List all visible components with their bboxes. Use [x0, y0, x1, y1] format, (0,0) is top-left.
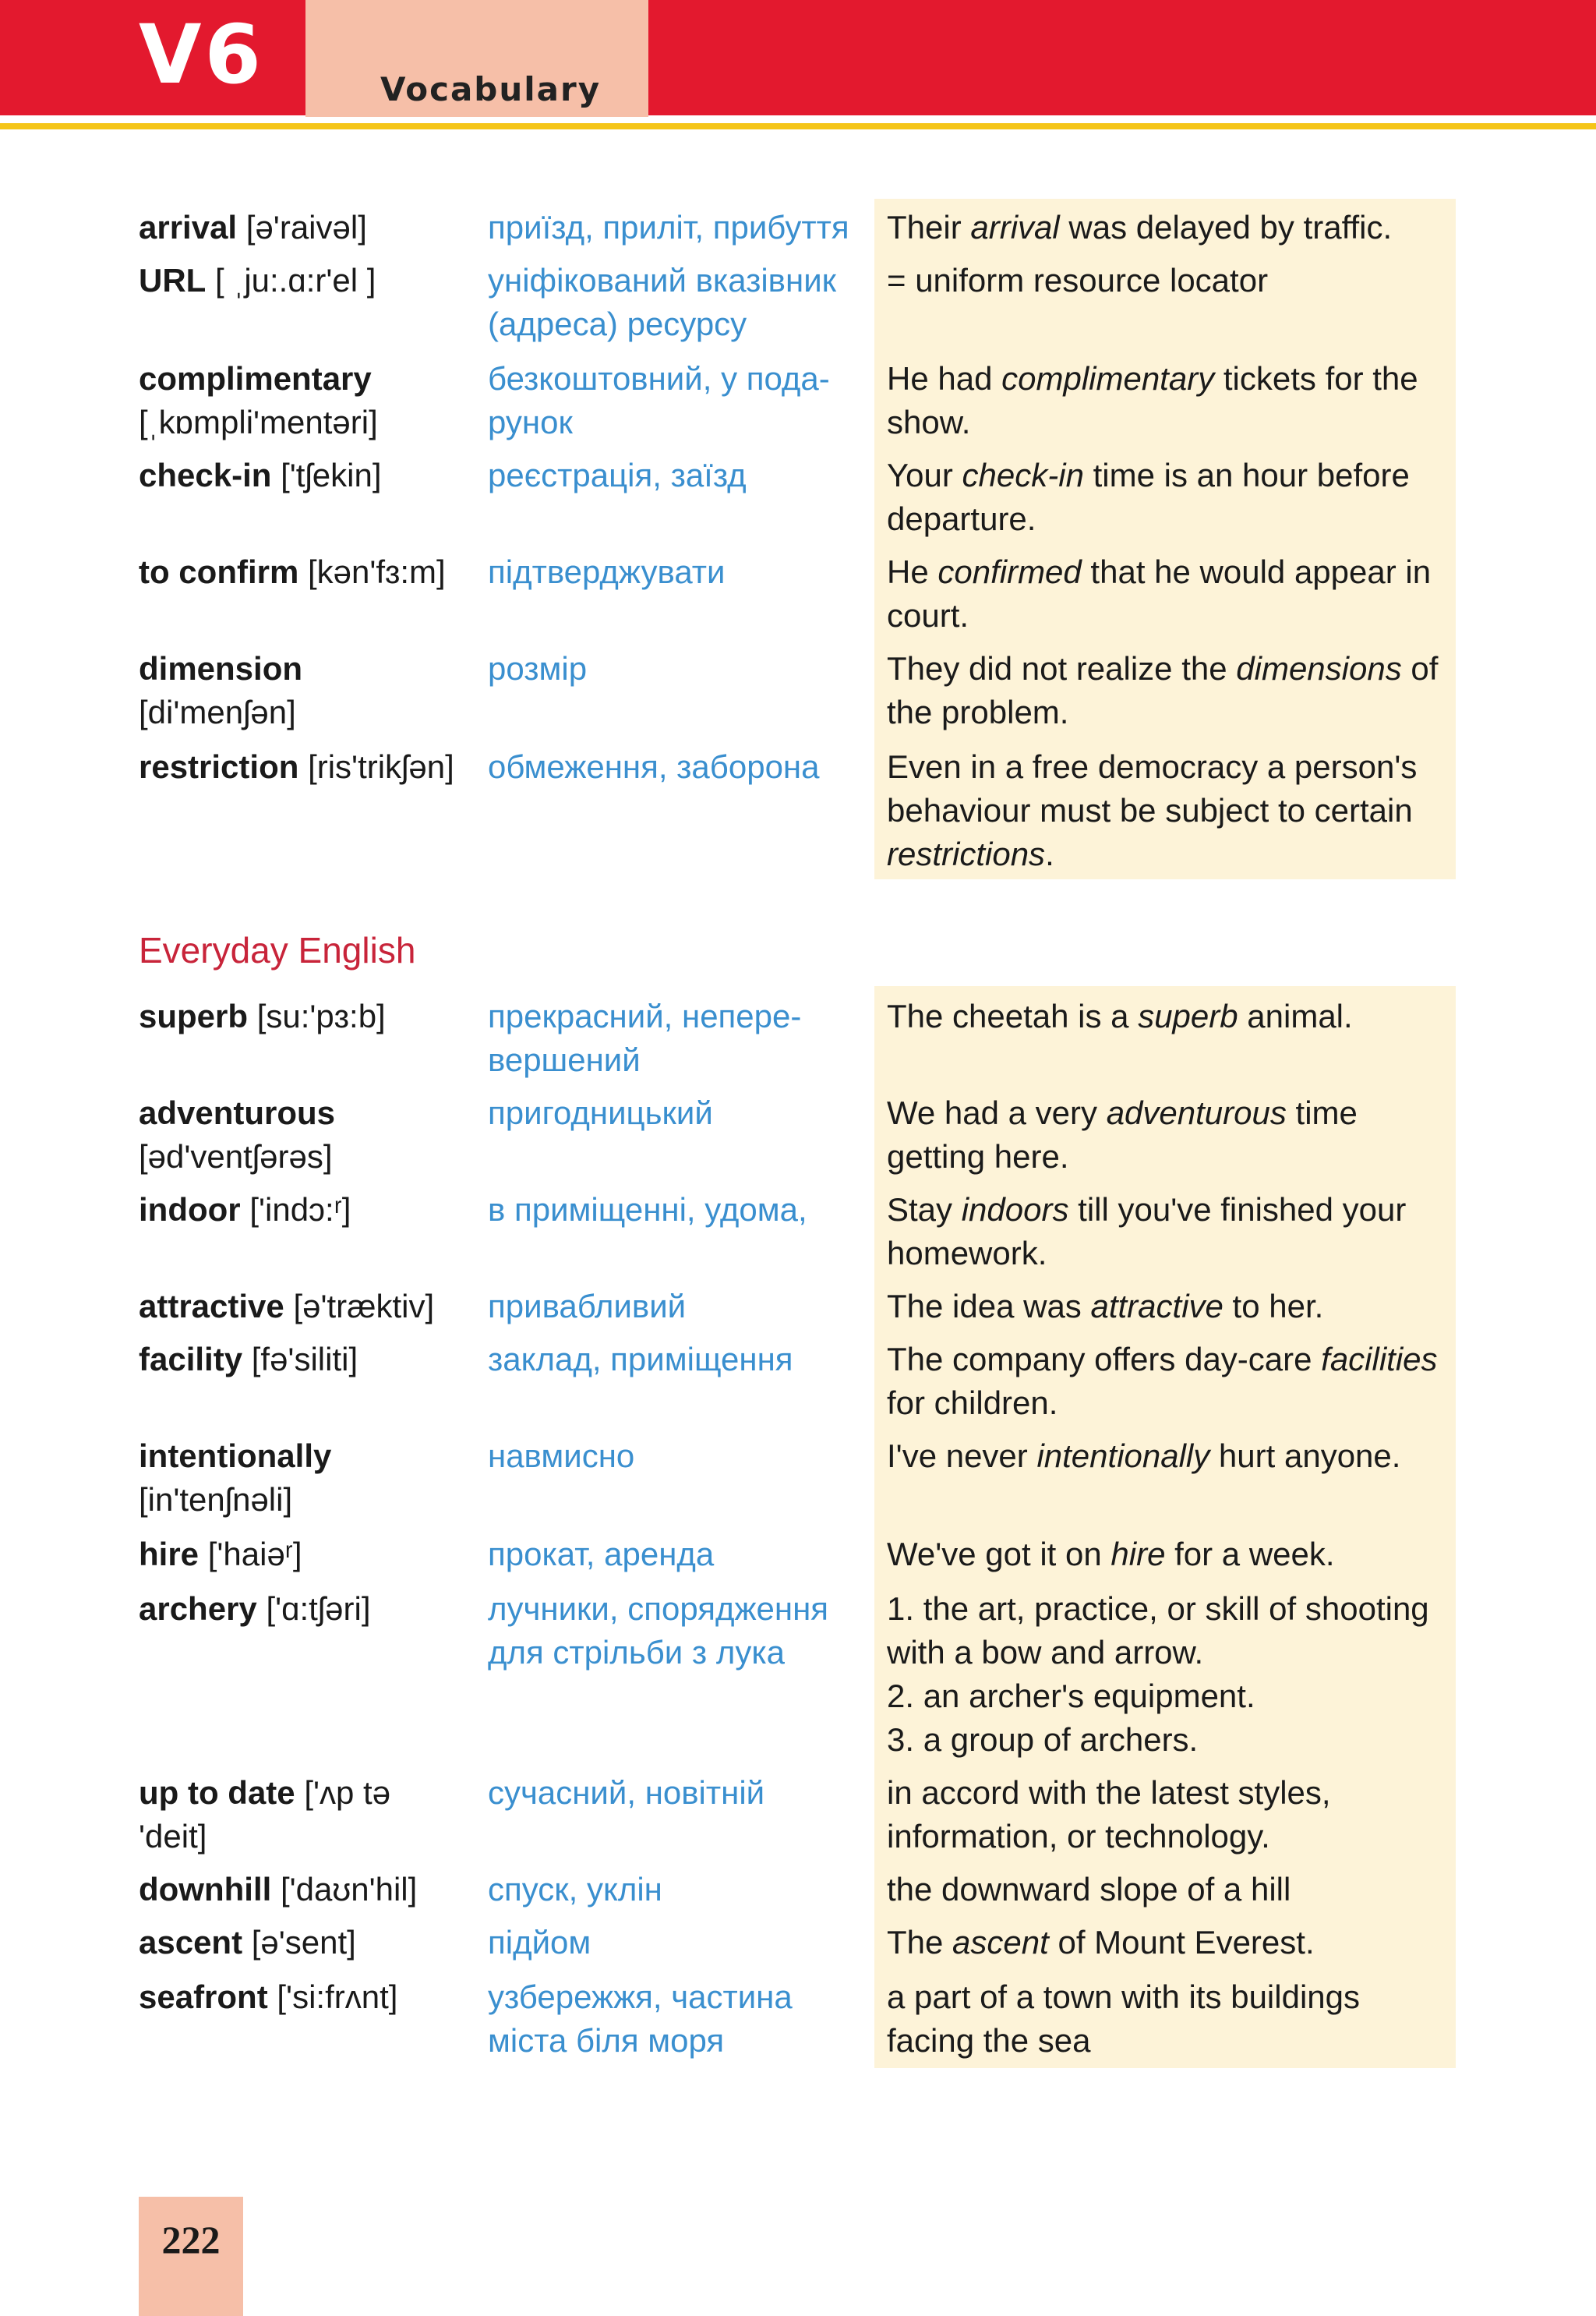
ipa: ['ɑ:tʃəri]	[266, 1590, 371, 1627]
ipa: [kən'fɜ:m]	[308, 553, 446, 590]
translation: обмеження, заборона	[488, 748, 820, 785]
ipa: [ə'raivəl]	[245, 209, 367, 246]
word: URL	[139, 262, 207, 299]
example: 1. the art, practice, or skill of shooting with a bow and arrow. 2. an archer's equipment. 3. a group of archers.	[887, 1590, 1429, 1758]
example: We had a very adventurous time getting here.	[887, 1094, 1358, 1175]
ipa: [su:'pɜ:b]	[256, 998, 386, 1034]
example: = uniform resource locator	[887, 262, 1269, 299]
word: check-in	[139, 457, 272, 493]
page-number-box	[139, 2197, 243, 2316]
example: the downward slope of a hill	[887, 1871, 1291, 1908]
example: Your check-in time is an hour before departure.	[887, 457, 1410, 537]
translation: реєстрація, заїзд	[488, 457, 747, 493]
term	[139, 995, 482, 1038]
example: in accord with the latest styles, information, or technology.	[887, 1774, 1331, 1855]
term	[139, 259, 482, 302]
unit-code: V6	[139, 7, 264, 102]
word: dimension	[139, 650, 303, 687]
word: seafront	[139, 1978, 268, 2015]
ipa: ['si:frʌnt]	[277, 1978, 398, 2015]
term	[139, 206, 482, 249]
translation: спуск, уклін	[488, 1871, 662, 1908]
translation: уніфікований вказівник (адреса) ресурсу	[488, 262, 837, 342]
word: restriction	[139, 748, 299, 785]
translation: узбережжя, частина міста біля моря	[488, 1978, 793, 2059]
ipa: [in'tenʃnəli]	[139, 1481, 293, 1518]
word: to confirm	[139, 553, 299, 590]
example: I've never intentionally hurt anyone.	[887, 1437, 1401, 1474]
translation: сучасний, новітній	[488, 1774, 765, 1811]
word: complimentary	[139, 360, 372, 397]
section-title: Vocabulary	[380, 70, 602, 108]
ipa: ['tʃekin]	[281, 457, 382, 493]
example: a part of a town with its buildings facing the sea	[887, 1978, 1360, 2059]
example: Even in a free democracy a person's behaviour must be subject to certain restrictions.	[887, 748, 1418, 872]
translation: підйом	[488, 1924, 591, 1961]
example: Stay indoors till you've finished your homework.	[887, 1191, 1407, 1271]
ipa: [ə'sent]	[251, 1924, 356, 1961]
term	[139, 1434, 482, 1522]
example: The ascent of Mount Everest.	[887, 1924, 1315, 1961]
translation: приїзд, приліт, прибуття	[488, 209, 849, 246]
translation: пригодницький	[488, 1094, 713, 1131]
word: arrival	[139, 209, 238, 246]
example: Their arrival was delayed by traffic.	[887, 209, 1393, 246]
term	[139, 1921, 482, 1964]
translation: безкоштовний, у пода-рунок	[488, 360, 830, 440]
example: They did not realize the dimensions of the problem.	[887, 650, 1439, 730]
translation: навмисно	[488, 1437, 635, 1474]
ipa: [fə'siliti]	[251, 1341, 358, 1377]
translation: в приміщенні, удома,	[488, 1191, 807, 1228]
ipa: [ ˌju:.ɑ:r'el ]	[215, 262, 376, 299]
example: He confirmed that he would appear in court.	[887, 553, 1432, 634]
ipa: ['haiəʳ]	[207, 1536, 302, 1572]
ipa: [ə'træktiv]	[293, 1288, 435, 1324]
term	[139, 1868, 482, 1911]
example: He had complimentary tickets for the show.	[887, 360, 1418, 440]
term	[139, 550, 482, 594]
word: adventurous	[139, 1094, 336, 1131]
term	[139, 1771, 396, 1858]
word: up to date	[139, 1774, 295, 1811]
translation: прекрасний, непере-вершений	[488, 998, 802, 1078]
word: attractive	[139, 1288, 284, 1324]
word: hire	[139, 1536, 200, 1572]
example: The cheetah is a superb animal.	[887, 998, 1353, 1034]
ipa: [ris'trikʃən]	[308, 748, 454, 785]
term	[139, 1188, 482, 1232]
term	[139, 1975, 482, 2019]
term	[139, 357, 482, 444]
word: ascent	[139, 1924, 243, 1961]
term	[139, 1338, 482, 1381]
word: downhill	[139, 1871, 272, 1908]
word: archery	[139, 1590, 257, 1627]
term	[139, 1285, 482, 1328]
term	[139, 454, 482, 497]
page-number: 222	[161, 2218, 221, 2261]
ipa: ['ʌp tə 'deit]	[139, 1774, 391, 1855]
translation: підтверджувати	[488, 553, 726, 590]
example: We've got it on hire for a week.	[887, 1536, 1335, 1572]
translation: розмір	[488, 650, 588, 687]
translation: лучники, спорядження для стрільби з лука	[488, 1590, 829, 1671]
word: indoor	[139, 1191, 241, 1228]
ipa: [əd'ventʃərəs]	[139, 1138, 333, 1175]
example: The company offers day-care facilities for children.	[887, 1341, 1438, 1421]
example: The idea was attractive to her.	[887, 1288, 1324, 1324]
header-gold-stripe	[0, 123, 1596, 129]
ipa: [ˌkɒmpli'mentəri]	[139, 404, 378, 440]
word: intentionally	[139, 1437, 332, 1474]
translation: прокат, аренда	[488, 1536, 715, 1572]
section-heading: Everyday English	[139, 930, 416, 971]
word: superb	[139, 998, 249, 1034]
term	[139, 745, 482, 789]
translation: привабливий	[488, 1288, 687, 1324]
term	[139, 1533, 482, 1576]
ipa: ['daʊn'hil]	[280, 1871, 418, 1908]
term	[139, 1091, 482, 1179]
word: facility	[139, 1341, 243, 1377]
translation: заклад, приміщення	[488, 1341, 793, 1377]
ipa: ['indɔ:ʳ]	[249, 1191, 351, 1228]
term	[139, 1587, 482, 1631]
ipa: [di'menʃən]	[139, 694, 296, 730]
term	[139, 647, 482, 734]
